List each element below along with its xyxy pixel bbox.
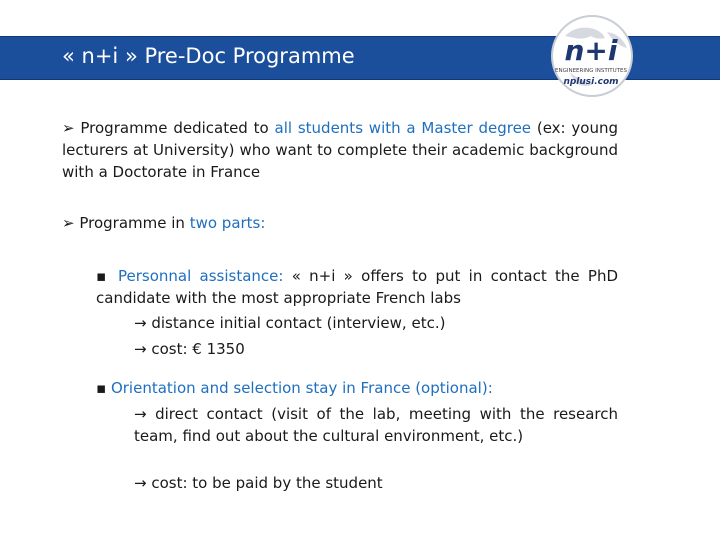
logo-url-text: nplusi.com [563,77,619,87]
sub-bullet-2-marker: ▪ [96,379,107,397]
sub-bullet-2-highlight: Orientation and selection stay in France (optional): [110,379,493,397]
slide-title: « n+i » Pre-Doc Programme [62,44,355,68]
sub-bullet-2-item-1: → direct contact (visit of the lab, meeting with the research team, find out about the cultural environment, etc.) [134,405,618,445]
bullet-1-pre: Programme dedicated to [80,119,275,137]
bullet-1-highlight: all students with a Master degree [274,119,532,137]
sub-bullet-1-post: « n+i » offers to put in contact the PhD candidate with the most appropriate French labs [96,267,619,307]
bullet-2-highlight: two parts: [189,214,266,232]
sub-bullet-1-item-2: → cost: € 1350 [134,340,245,358]
sub-bullet-1 [96,265,618,309]
sub-bullet-1-marker: ▪ [96,267,110,285]
logo-brand-text: n+i [564,34,618,67]
bullet-2 [62,212,618,234]
sub-bullet-1-highlight: Personnal assistance: [117,267,284,285]
sub-bullet-1-item-1: → distance initial contact (interview, etc.) [134,314,446,332]
bullet-2-pre: Programme in [79,214,190,232]
bullet-1-marker: ➢ [62,119,75,137]
bullet-1-post: (ex: young lecturers at University) who want to complete their academic background with a Doctorate in France [62,119,618,181]
sub-bullet-2 [96,377,618,399]
logo-subtitle-text: ENGINEERING INSTITUTES [554,68,628,74]
bullet-2-marker: ➢ [62,214,75,232]
bullet-1 [62,117,618,183]
sub-bullet-2-item-2: → cost: to be paid by the student [134,474,383,492]
